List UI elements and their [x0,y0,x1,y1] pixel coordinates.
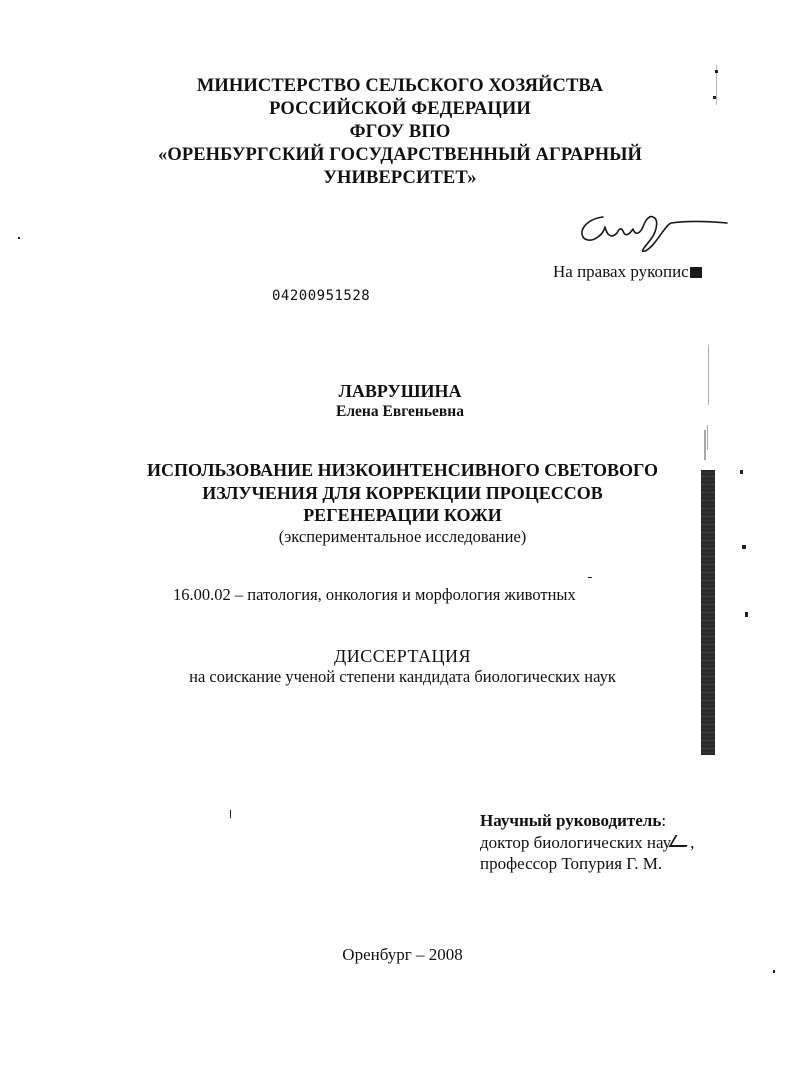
scan-speck-7 [740,470,743,474]
author-block [100,380,700,422]
header-line-country: РОССИЙСКОЙ ФЕДЕРАЦИИ [269,99,531,119]
author-surname: ЛАВРУШИНА [338,381,462,401]
header-line-university-end: УНИВЕРСИТЕТ» [323,168,477,188]
specialty-code: 16.00.02 – патология, онкология и морфология животных [173,585,576,604]
scan-speck-4 [18,237,20,239]
supervisor-block: Научный руководитель: доктор биологических нау , профессор Топурия Г. М. [480,811,695,873]
manuscript-rights-notice [553,262,702,282]
ink-blot [690,267,702,278]
handwritten-correction-mark [669,835,694,847]
scan-speck-10 [230,810,231,818]
dissertation-title [100,459,705,547]
handwritten-signature [575,205,735,265]
author-given-name: Елена Евгеньевна [336,403,464,420]
rights-text: На правах рукопис [553,262,689,281]
scan-speck-12 [588,577,592,578]
scan-speck-2 [715,70,718,73]
scan-margin-artifact [701,470,715,755]
scan-speck-6 [707,425,708,450]
city-year: Оренбург – 2008 [342,945,463,964]
scan-speck-11 [773,970,775,973]
archive-number: 04200951528 [272,288,371,304]
thesis-type: ДИССЕРТАЦИЯ [333,646,472,666]
title-line-3: РЕГЕНЕРАЦИИ КОЖИ [303,505,502,525]
thesis-degree: на соискание ученой степени кандидата биологических наук [189,667,616,686]
supervisor-label: Научный руководитель [480,811,662,830]
header-line-university: «ОРЕНБУРГСКИЙ ГОСУДАРСТВЕННЫЙ АГРАРНЫЙ [157,145,642,165]
title-line-2: ИЗЛУЧЕНИЯ ДЛЯ КОРРЕКЦИИ ПРОЦЕССОВ [202,482,603,503]
thesis-block [100,645,705,687]
supervisor-label-colon: : [661,811,667,830]
header-line-ministry: МИНИСТЕРСТВО СЕЛЬСКОГО ХОЗЯЙСТВА [196,76,604,96]
institution-header [100,75,700,190]
scan-speck-3 [713,96,716,99]
supervisor-degree: доктор биологических нау [480,832,672,852]
supervisor-name: профессор Топурия Г. М. [480,854,663,873]
title-line-1: ИСПОЛЬЗОВАНИЕ НИЗКОИНТЕНСИВНОГО СВЕТОВОГО [146,460,659,480]
scan-speck-5 [708,345,709,405]
title-subtitle: (экспериментальное исследование) [278,526,527,546]
scan-speck-9 [745,612,748,617]
scan-speck-8 [742,545,746,549]
header-line-institution-type: ФГОУ ВПО [349,122,451,142]
